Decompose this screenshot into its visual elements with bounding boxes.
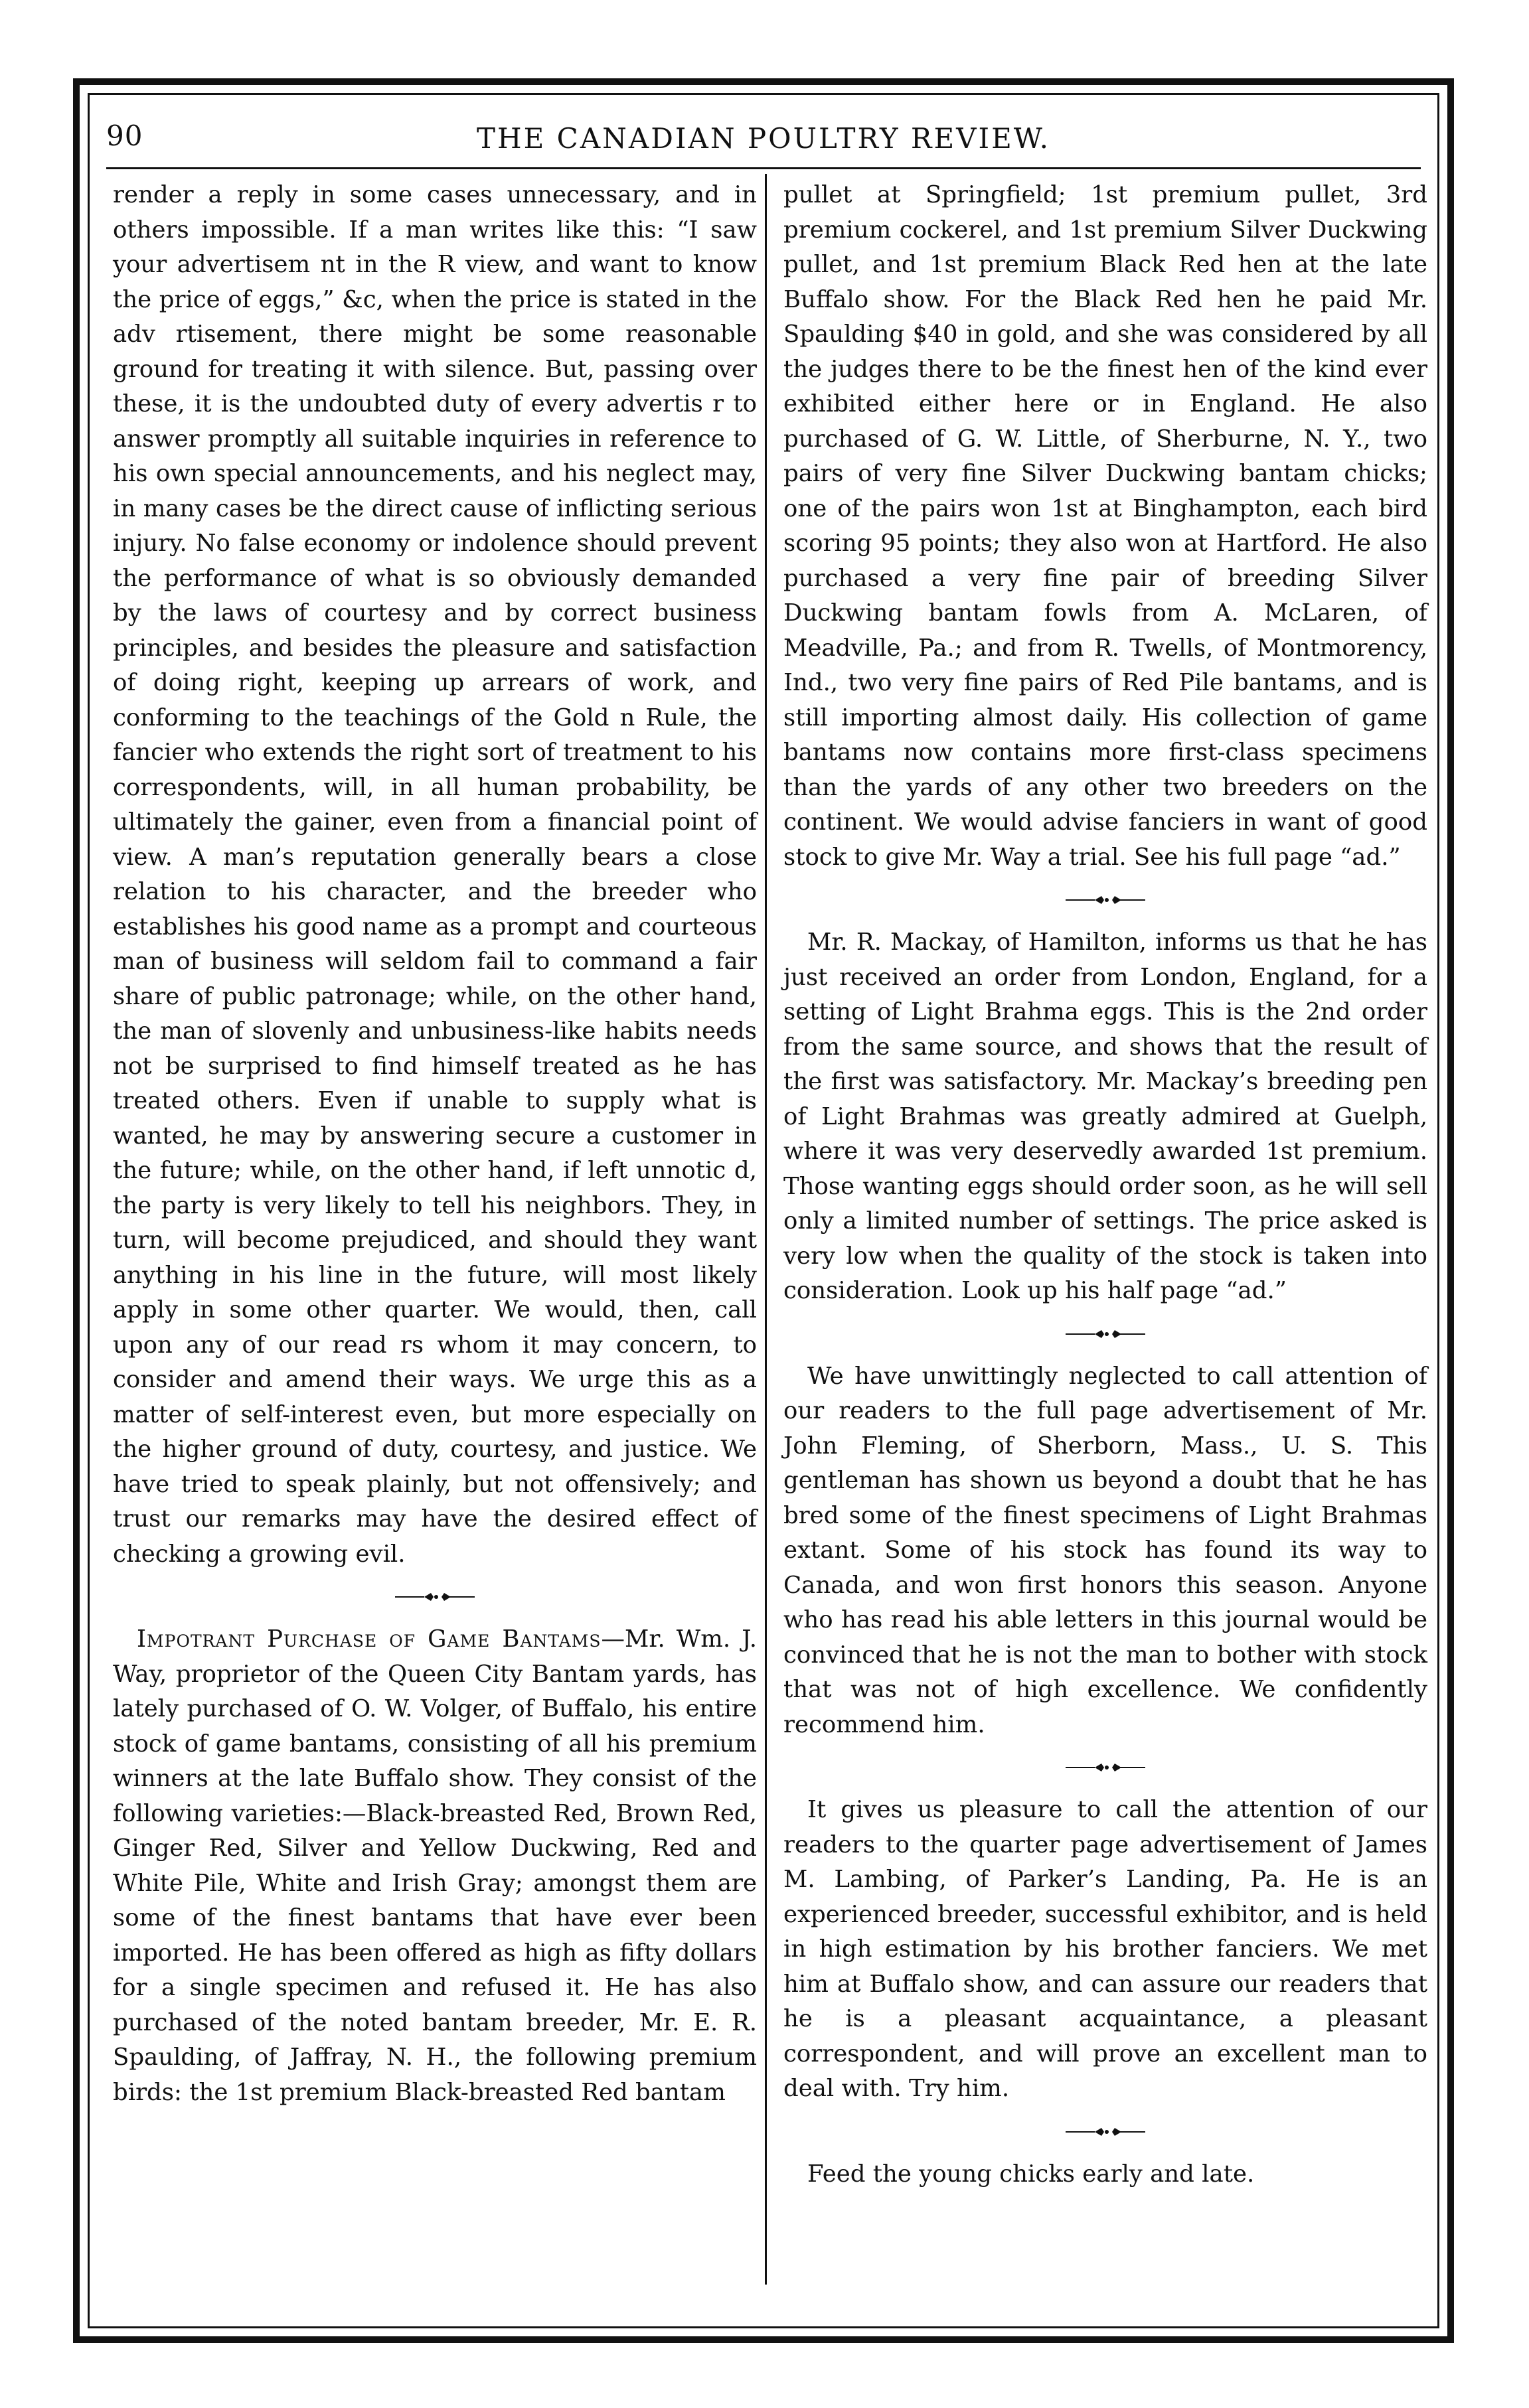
column-divider — [765, 174, 767, 2285]
ornament-icon — [395, 1590, 475, 1604]
running-header — [106, 112, 1421, 165]
ornament-icon — [1066, 893, 1145, 907]
section-ornament — [783, 879, 1427, 921]
page-number: 90 — [106, 119, 143, 152]
game-bantams-article — [113, 1622, 757, 2110]
ornament-icon — [1066, 1761, 1145, 1774]
right-column — [783, 178, 1427, 2192]
fleming-paragraph: We have unwittingly neglected to call attention of our readers to the full page advertisement of Mr. John Fleming, of Sherborn, Mass., U. S. This gentleman has shown us beyond a doubt that he has bred some of the finest specimens of Light Brahmas extant. Some of his stock has found its way to Canada, and won first honors this season. Anyone who has read his able letters in this journal would be convinced that he is not the man to bother with stock that was not of high excellence. We confidently recommend him. — [783, 1362, 1427, 1738]
ornament-icon — [1066, 1327, 1145, 1341]
section-ornament — [783, 1746, 1427, 1789]
game-bantams-continuation: pullet at Springfield; 1st premium pullet, 3rd premium cockerel, and 1st premium Silver Duckwing pullet, and 1st premium Black Red hen at the late Buffalo show. For the Black Red hen he paid Mr. Spaulding $40 in gold, and she was considered by all the judges there to be the finest hen of the kind ever exhibited either here or in England. He also purchased of G. W. Little, of Sherburne, N. Y., two pairs of very fine Silver Duckwing bantam chicks; one of the pairs won 1st at Binghampton, each bird scoring 95 points; they also won at Hartford. He also purchased a very fine pair of breeding Silver Duckwing bantam fowls from A. McLaren, of Meadville, Pa.; and from R. Twells, of Montmorency, Ind., two very fine pairs of Red Pile bantams, and is still importing almost daily. His collection of game bantams now contains more first-class specimens than the yards of any other two breeders on the continent. We would advise fanciers in want of good stock to give Mr. Way a trial. See his full page “ad.” — [783, 181, 1427, 871]
article-heading: Impotrant Purchase of Game Bantams — [137, 1625, 602, 1653]
article-continuation-paragraph: render a reply in some cases unnecessary, and in others impossible. If a man writes like this: “I saw your advertisem nt in the R view, and want to know the price of eggs,” &c, when the price is stated in the adv rtisement, there might be some reasonable ground for treating it with silence. But, passing over these, it is the undoubted duty of every advertis r to answer promptly all suitable inquiries in reference to his own special announcements, and his neglect may, in many cases be the direct cause of inflicting serious injury. No false economy or indolence should prevent the performance of what is so obviously demanded by the laws of courtesy and by correct business principles, and besides the pleasure and satisfaction of doing right, keeping up arrears of work, and conforming to the teachings of the Gold n Rule, the fancier who extends the right sort of treatment to his correspondents, will, in all human probability, be ultimately the gainer, even from a financial point of view. A man’s reputation generally bears a close relation to his character, and the breeder who establishes his good name as a prompt and courteous man of business will seldom fail to command a fair share of public patronage; while, on the other hand, the man of slovenly and unbusiness-like habits needs not be surprised to find himself treated as he has treated others. Even if unable to supply what is wanted, he may by answering secure a customer in the future; while, on the other hand, if left unnotic d, the party is very likely to tell his neighbors. They, in turn, will become prejudiced, and should they want anything in his line in the future, will most likely apply in some other quarter. We would, then, call upon any of our read rs whom it may concern, to consider and amend their ways. We urge this as a matter of self-interest even, but more especially on the higher ground of duty, courtesy, and justice. We have tried to speak plainly, but not offensively; and trust our remarks may have the desired effect of checking a growing evil. — [113, 181, 757, 1568]
section-ornament — [783, 1313, 1427, 1355]
section-ornament — [783, 2111, 1427, 2153]
header-rule — [106, 167, 1421, 169]
lambing-paragraph: It gives us pleasure to call the attention of our readers to the quarter page advertisement of James M. Lambing, of Parker’s Landing, Pa. He is an experienced breeder, successful exhibitor, and is held in high estimation by his brother fanciers. We met him at Buffalo show, and can assure our readers that he is a pleasant acquaintance, a pleasant correspondent, and will prove an excellent man to deal with. Try him. — [783, 1796, 1427, 2102]
ornament-icon — [1066, 2125, 1145, 2139]
mackay-paragraph: Mr. R. Mackay, of Hamilton, informs us that he has just received an order from London, England, for a setting of Light Brahma eggs. This is the 2nd order from the same source, and shows that the result of the first was satisfactory. Mr. Mackay’s breeding pen of Light Brahmas was greatly admired at Guelph, where it was very deservedly awarded 1st premium. Those wanting eggs should order soon, as he will sell only a limited number of settings. The price asked is very low when the quality of the stock is taken into consideration. Look up his half page “ad.” — [783, 929, 1427, 1304]
chicks-paragraph: Feed the young chicks early and late. — [807, 2160, 1255, 2188]
left-column — [113, 178, 757, 2110]
article-body: —Mr. Wm. J. Way, proprietor of the Queen City Bantam yards, has lately purchased of O. W. Volger, of Buffalo, his entire stock of game bantams, consisting of all his premium winners at the late Buffalo show. They consist of the following varieties:—Black-breasted Red, Brown Red, Ginger Red, Silver and Yellow Duckwing, Red and White Pile, White and Irish Gray; amongst them are some of the finest bantams that have ever been imported. He has been offered as high as fifty dollars for a single specimen and refused it. He has also purchased of the noted bantam breeder, Mr. E. R. Spaulding, of Jaffray, N. H., the following premium birds: the 1st premium Black-breasted Red bantam — [113, 1625, 757, 2106]
journal-title: THE CANADIAN POULTRY REVIEW. — [477, 121, 1050, 155]
section-ornament — [113, 1576, 757, 1618]
